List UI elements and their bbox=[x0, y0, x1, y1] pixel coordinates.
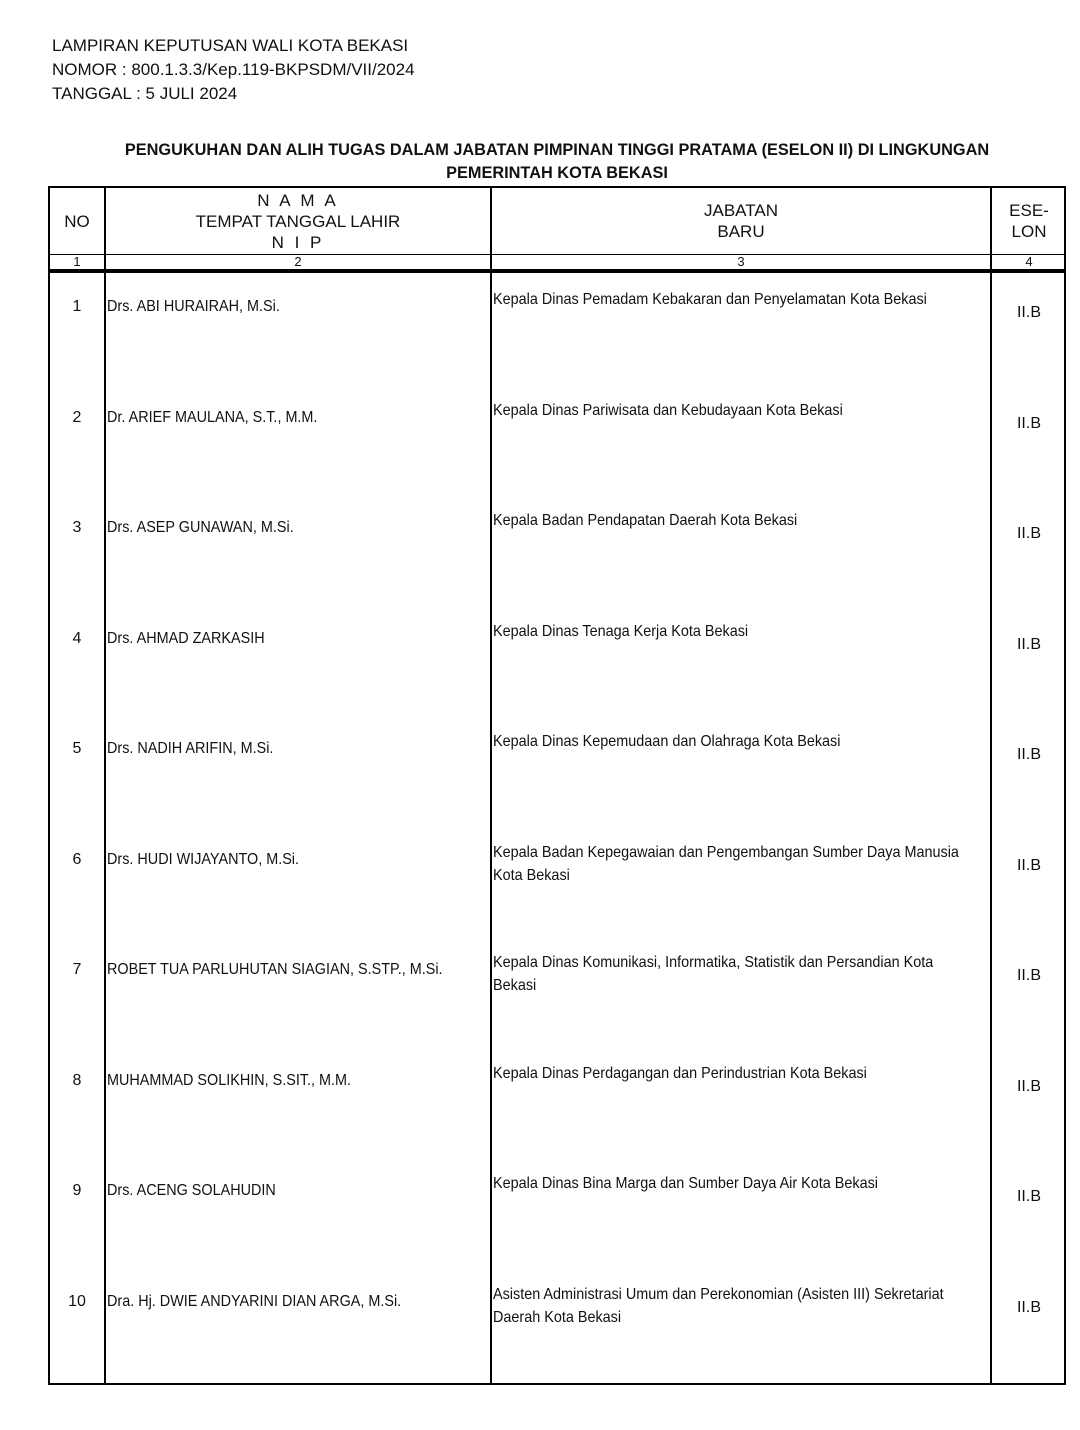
document-title bbox=[68, 138, 1045, 184]
cell-eselon: II.B bbox=[1016, 1077, 1041, 1095]
meta-lampiran: LAMPIRAN KEPUTUSAN WALI KOTA BEKASI bbox=[52, 36, 409, 55]
cell-no: 2 bbox=[72, 408, 82, 426]
table-body bbox=[50, 273, 1064, 1378]
cell-eselon: II.B bbox=[1016, 414, 1041, 432]
cell-no: 3 bbox=[72, 519, 82, 536]
cell-name: Drs. ABI HURAIRAH, M.Si. bbox=[107, 298, 280, 315]
cell-name: Drs. NADIH ARIFIN, M.Si. bbox=[107, 740, 274, 757]
cell-name: Drs. ASEP GUNAWAN, M.Si. bbox=[107, 519, 294, 536]
table-row bbox=[50, 936, 1064, 1047]
cell-jabatan: Asisten Administrasi Umum dan Perekonomian (Asisten III) Sekretariat Daerah Kota Bekasi bbox=[493, 1285, 944, 1326]
cell-eselon: II.B bbox=[1016, 1188, 1041, 1205]
cell-name: Drs. AHMAD ZARKASIH bbox=[107, 629, 265, 647]
header-jabatan bbox=[492, 188, 990, 254]
header-nama-line3: N I P bbox=[271, 232, 325, 252]
cell-eselon: II.B bbox=[1016, 525, 1041, 542]
document-meta bbox=[52, 34, 415, 106]
table-row bbox=[50, 715, 1064, 826]
header-jabatan-line1: JABATAN bbox=[704, 201, 778, 220]
cell-jabatan: Kepala Dinas Perdagangan dan Perindustrian Kota Bekasi bbox=[493, 1064, 867, 1082]
column-number: 3 bbox=[737, 254, 745, 269]
table-row bbox=[50, 1268, 1064, 1379]
cell-no: 4 bbox=[72, 629, 82, 647]
cell-jabatan: Kepala Dinas Bina Marga dan Sumber Daya Air Kota Bekasi bbox=[493, 1175, 879, 1192]
table-row bbox=[50, 826, 1064, 937]
cell-eselon: II.B bbox=[1016, 967, 1041, 984]
table-row bbox=[50, 1157, 1064, 1268]
cell-jabatan: Kepala Dinas Kepemudaan dan Olahraga Kota Bekasi bbox=[493, 733, 841, 750]
cell-jabatan: Kepala Dinas Pariwisata dan Kebudayaan Kota Bekasi bbox=[493, 401, 843, 419]
cell-name: ROBET TUA PARLUHUTAN SIAGIAN, S.STP., M.Si. bbox=[107, 961, 443, 978]
table-row bbox=[50, 494, 1064, 605]
header-jabatan-line2: BARU bbox=[717, 222, 765, 241]
meta-nomor: NOMOR : 800.1.3.3/Kep.119-BKPSDM/VII/2024 bbox=[52, 60, 415, 79]
cell-no: 9 bbox=[72, 1182, 82, 1199]
cell-jabatan: Kepala Badan Pendapatan Daerah Kota Bekasi bbox=[493, 512, 798, 529]
cell-no: 6 bbox=[72, 850, 82, 868]
cell-name: Drs. HUDI WIJAYANTO, M.Si. bbox=[107, 850, 300, 868]
title-line-1: PENGUKUHAN DAN ALIH TUGAS DALAM JABATAN PIMPINAN TINGGI PRATAMA (ESELON II) DI LINGKUNGAN bbox=[124, 140, 990, 159]
cell-name: Dra. Hj. DWIE ANDYARINI DIAN ARGA, M.Si. bbox=[107, 1292, 402, 1310]
column-number: 1 bbox=[73, 254, 81, 269]
header-nama-line1: N A M A bbox=[257, 190, 339, 210]
table-row bbox=[50, 605, 1064, 716]
header-no-label: NO bbox=[64, 211, 90, 231]
cell-eselon: II.B bbox=[1016, 635, 1041, 653]
table-row bbox=[50, 273, 1064, 384]
cell-no: 8 bbox=[72, 1071, 82, 1089]
cell-no: 10 bbox=[68, 1292, 86, 1310]
cell-eselon: II.B bbox=[1016, 1298, 1041, 1316]
cell-no: 5 bbox=[72, 740, 82, 757]
cell-eselon: II.B bbox=[1016, 746, 1041, 763]
cell-jabatan: Kepala Dinas Komunikasi, Informatika, Statistik dan Persandian Kota Bekasi bbox=[493, 954, 934, 994]
header-eselon bbox=[992, 188, 1066, 254]
table-row bbox=[50, 384, 1064, 495]
cell-eselon: II.B bbox=[1016, 856, 1041, 874]
table-row bbox=[50, 1047, 1064, 1158]
cell-name: Drs. ACENG SOLAHUDIN bbox=[107, 1182, 276, 1199]
header-nama-line2: TEMPAT TANGGAL LAHIR bbox=[195, 211, 401, 231]
meta-tanggal: TANGGAL : 5 JULI 2024 bbox=[52, 84, 238, 103]
header-no bbox=[50, 188, 104, 254]
column-number: 2 bbox=[294, 254, 302, 269]
header-nama bbox=[106, 188, 490, 254]
header-eselon-line2: LON bbox=[1011, 222, 1047, 241]
column-number: 4 bbox=[1025, 254, 1033, 269]
cell-eselon: II.B bbox=[1016, 304, 1041, 321]
cell-jabatan: Kepala Dinas Tenaga Kerja Kota Bekasi bbox=[493, 622, 749, 640]
cell-jabatan: Kepala Dinas Pemadam Kebakaran dan Penyelamatan Kota Bekasi bbox=[493, 291, 927, 308]
cell-no: 1 bbox=[72, 298, 82, 315]
cell-name: Dr. ARIEF MAULANA, S.T., M.M. bbox=[107, 408, 318, 426]
title-line-2: PEMERINTAH KOTA BEKASI bbox=[446, 163, 668, 182]
cell-name: MUHAMMAD SOLIKHIN, S.SIT., M.M. bbox=[107, 1071, 352, 1089]
cell-jabatan: Kepala Badan Kepegawaian dan Pengembangan Sumber Daya Manusia Kota Bekasi bbox=[493, 843, 959, 884]
cell-no: 7 bbox=[72, 961, 82, 978]
appointment-table bbox=[48, 186, 1066, 1385]
header-eselon-line1: ESE- bbox=[1009, 201, 1049, 220]
